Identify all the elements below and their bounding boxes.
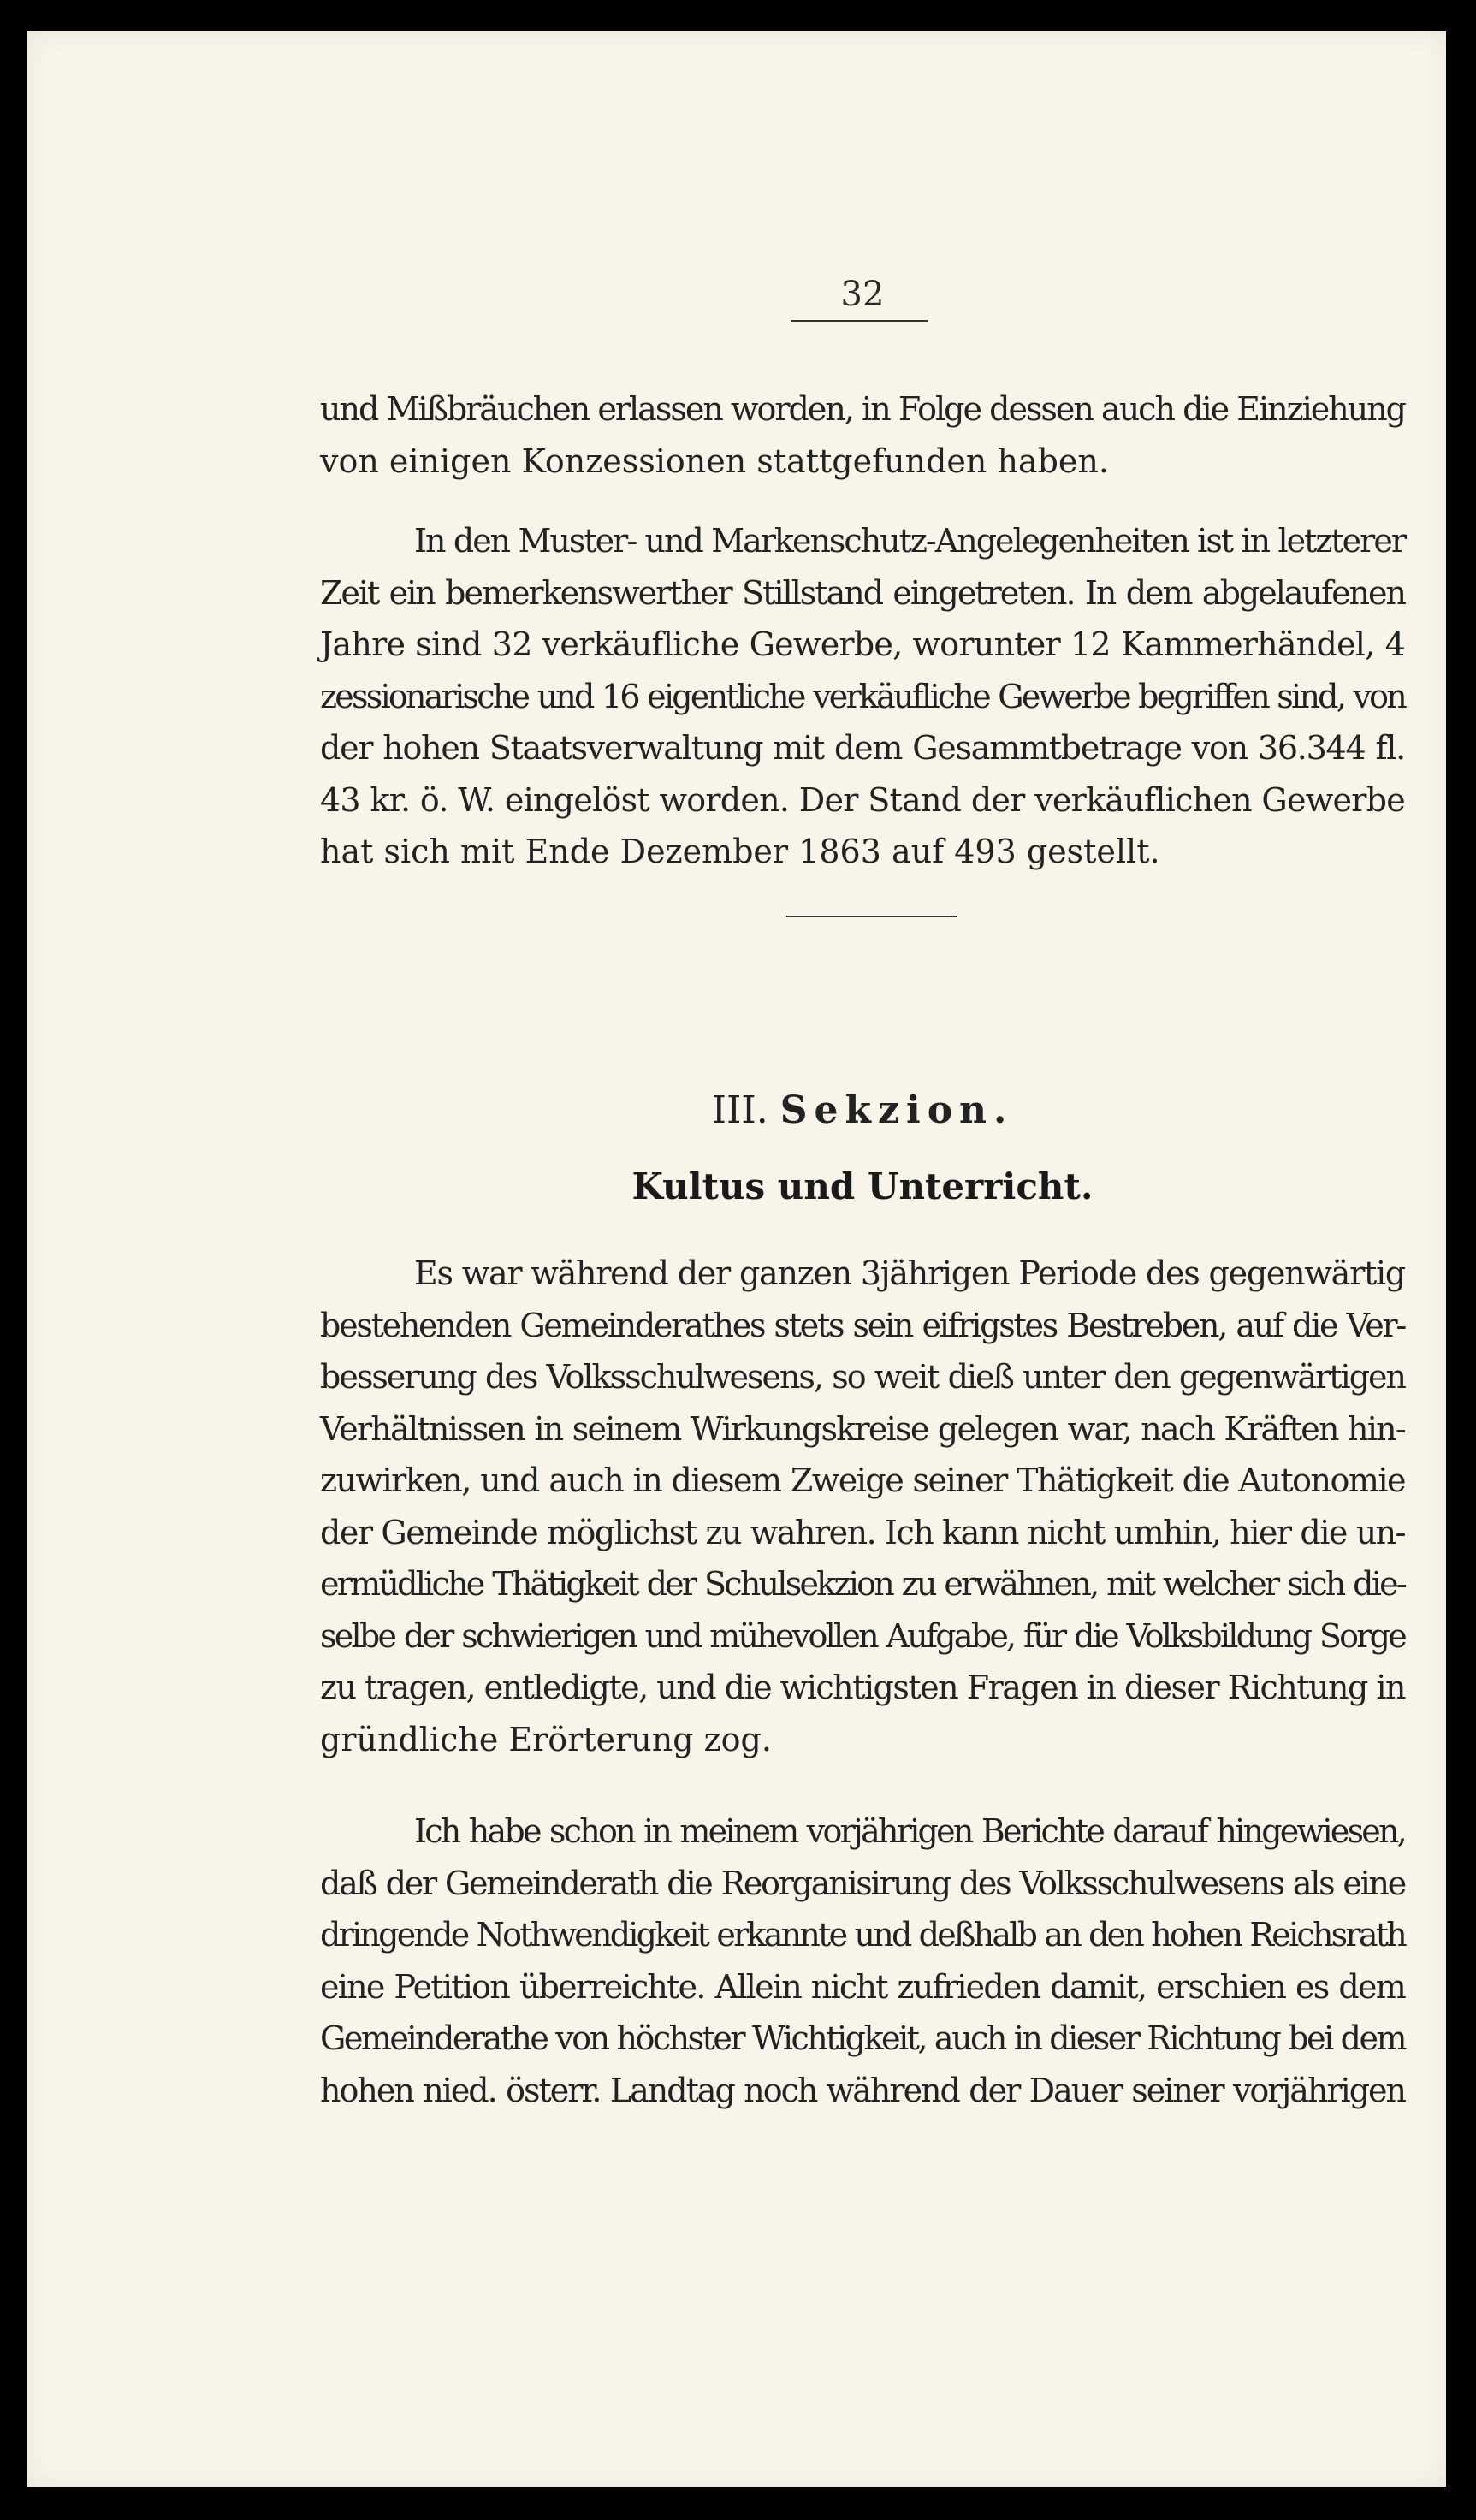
section-label: Sekzion. bbox=[779, 1088, 1014, 1132]
text-line: der hohen Staatsverwaltung mit dem Gesammtbetrage von 36.344 fl. bbox=[320, 729, 1405, 767]
text-line: zessionarische und 16 eigentliche verkäufliche Gewerbe begriffen sind, von bbox=[320, 677, 1405, 715]
document-page bbox=[27, 31, 1446, 2487]
paragraph-1 bbox=[320, 383, 1405, 487]
text-line: dringende Nothwendigkeit erkannte und deßhalb an den hohen Reichsrath bbox=[320, 1916, 1405, 1954]
page-number: 32 bbox=[840, 275, 885, 314]
text-line: zu tragen, entledigte, und die wichtigsten Fragen in dieser Richtung in bbox=[320, 1669, 1405, 1706]
section-subtitle: Kultus und Unterricht. bbox=[631, 1165, 1094, 1207]
text-line: Ich habe schon in meinem vorjährigen Berichte darauf hingewiesen, bbox=[414, 1812, 1405, 1850]
section-divider bbox=[786, 916, 957, 917]
text-line: besserung des Volksschulwesens, so weit dieß unter den gegenwärtigen bbox=[320, 1358, 1405, 1396]
text-line: In den Muster- und Markenschutz-Angelegenheiten ist in letzterer bbox=[414, 522, 1405, 560]
paragraph-3 bbox=[320, 1248, 1405, 1765]
text-line: Zeit ein bemerkenswerther Stillstand eingetreten. In dem abgelaufenen bbox=[320, 573, 1405, 612]
text-line: ermüdliche Thätigkeit der Schulsekzion zu erwähnen, mit welcher sich die- bbox=[320, 1565, 1405, 1603]
text-line: von einigen Konzessionen stattgefunden haben. bbox=[320, 442, 1109, 480]
text-line: eine Petition überreichte. Allein nicht zufrieden damit, erschien es dem bbox=[320, 1967, 1405, 2006]
section-numeral: III. bbox=[711, 1088, 768, 1132]
paragraph-2 bbox=[320, 515, 1405, 878]
text-line: hohen nied. österr. Landtag noch während der Dauer seiner vorjährigen bbox=[320, 2071, 1405, 2109]
text-line: der Gemeinde möglichst zu wahren. Ich kann nicht umhin, hier die un- bbox=[320, 1513, 1405, 1551]
text-line: zuwirken, und auch in diesem Zweige seiner Thätigkeit die Autonomie bbox=[320, 1462, 1405, 1499]
page-number-rule bbox=[791, 320, 928, 322]
paragraph-4 bbox=[320, 1806, 1405, 2116]
text-line: Gemeinderathe von höchster Wichtigkeit, auch in dieser Richtung bei dem bbox=[320, 2019, 1405, 2057]
text-line: und Mißbräuchen erlassen worden, in Folge dessen auch die Einziehung bbox=[320, 390, 1405, 428]
text-line: Es war während der ganzen 3jährigen Periode des gegenwärtig bbox=[414, 1254, 1405, 1292]
text-line: Jahre sind 32 verkäufliche Gewerbe, worunter 12 Kammerhändel, 4 bbox=[320, 626, 1405, 663]
text-line: selbe der schwierigen und mühevollen Aufgabe, für die Volksbildung Sorge bbox=[320, 1616, 1405, 1655]
text-line: gründliche Erörterung zog. bbox=[320, 1720, 772, 1758]
text-line: hat sich mit Ende Dezember 1863 auf 493 gestellt. bbox=[320, 833, 1160, 870]
text-line: bestehenden Gemeinderathes stets sein eifrigstes Bestreben, auf die Ver- bbox=[320, 1306, 1405, 1344]
section-heading bbox=[320, 1088, 1405, 1132]
text-line: 43 kr. ö. W. eingelöst worden. Der Stand der verkäuflichen Gewerbe bbox=[320, 780, 1405, 819]
text-line: daß der Gemeinderath die Reorganisirung des Volksschulwesens als eine bbox=[320, 1864, 1405, 1902]
text-line: Verhältnissen in seinem Wirkungskreise gelegen war, nach Kräften hin- bbox=[320, 1409, 1405, 1448]
